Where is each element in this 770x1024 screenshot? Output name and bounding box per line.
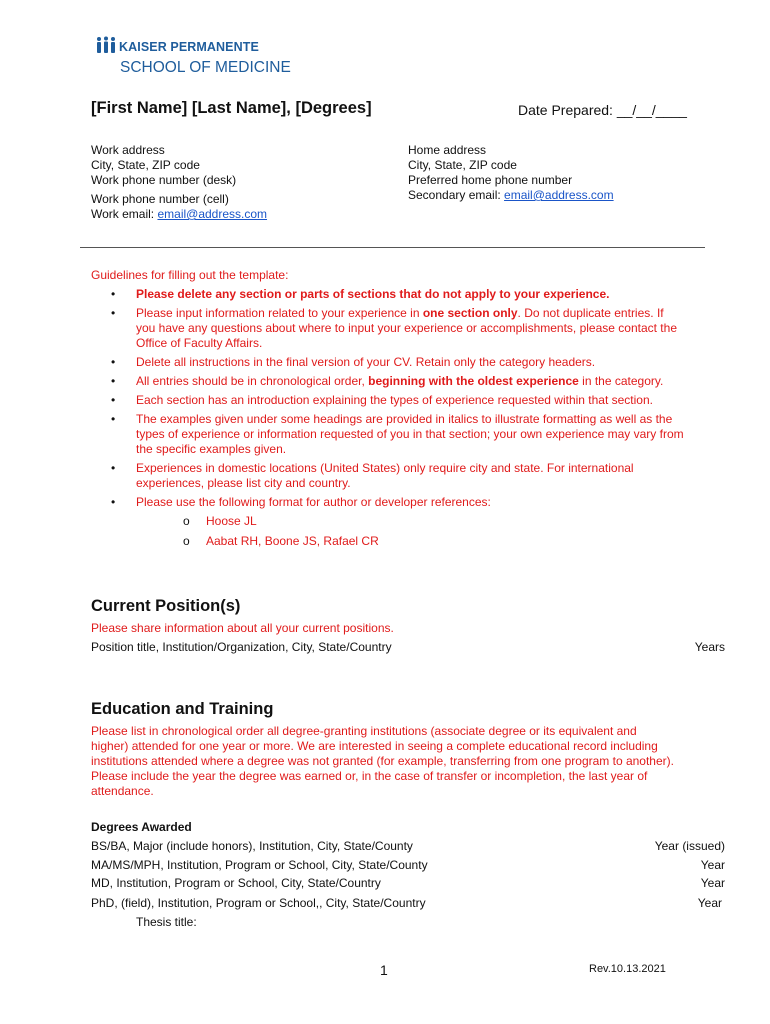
bullet-icon: •	[111, 412, 116, 426]
home-email-link[interactable]: email@address.com	[504, 188, 614, 202]
guideline-text: Each section has an introduction explaining the types of experience requested within that section.	[136, 393, 653, 407]
work-email-link[interactable]: email@address.com	[157, 207, 268, 221]
bullet-icon: •	[111, 393, 116, 407]
work-email-row	[91, 207, 267, 222]
sub-item-text: Hoose JL	[206, 514, 257, 528]
degrees-awarded-heading: Degrees Awarded	[91, 820, 192, 834]
guideline-bold-text: beginning with the oldest experience	[368, 374, 579, 388]
guideline-text: Delete all instructions in the final version of your CV. Retain only the category headers.	[136, 355, 596, 369]
degree-row-label: BS/BA, Major (include honors), Institution, City, State/County	[91, 839, 413, 853]
guideline-text: Please delete any section or parts of sections that do not apply to your experience.	[136, 287, 610, 301]
work-address: Work address	[91, 143, 165, 157]
header-divider	[80, 247, 705, 248]
home-email-row	[408, 188, 614, 203]
bullet-icon: •	[111, 495, 116, 509]
work-city-state-zip: City, State, ZIP code	[91, 158, 200, 172]
guideline-text: The examples given under some headings are provided in italics to illustrate formatting as well as the types of experience or information requested of you in that section; your own experience may vary from the specific examples given.	[136, 412, 684, 456]
guideline-item	[111, 412, 686, 457]
guideline-text: in the category.	[578, 374, 664, 388]
degree-row-year: Year	[700, 876, 725, 890]
guideline-text: Experiences in domestic locations (United States) only require city and state. For international experiences, please list city and country.	[136, 461, 634, 490]
degree-row-year: Year	[700, 858, 725, 872]
current-positions-heading: Current Position(s)	[91, 597, 241, 615]
kp-people-logo-icon	[95, 36, 117, 54]
home-address-block	[408, 143, 614, 203]
logo-text-line1: KAISER PERMANENTE	[119, 40, 259, 54]
bullet-icon: •	[111, 374, 116, 388]
degree-row-label: MD, Institution, Program or School, City, State/Country	[91, 876, 381, 890]
current-positions-instruction: Please share information about all your current positions.	[91, 621, 394, 635]
position-row-years: Years	[694, 640, 725, 654]
work-phone-desk: Work phone number (desk)	[91, 173, 237, 187]
work-email-label: Work email:	[91, 207, 158, 221]
bullet-icon: •	[111, 306, 116, 320]
home-phone: Preferred home phone number	[408, 173, 573, 187]
sub-bullet-icon: o	[183, 534, 190, 548]
home-address: Home address	[408, 143, 487, 157]
date-prepared: Date Prepared: __/__/____	[518, 102, 687, 118]
bullet-icon: •	[111, 461, 116, 475]
home-email-label: Secondary email:	[408, 188, 505, 202]
guidelines-list	[111, 287, 686, 553]
education-heading: Education and Training	[91, 700, 274, 718]
cv-name-title: [First Name] [Last Name], [Degrees]	[91, 99, 372, 117]
thesis-title-label: Thesis title:	[136, 915, 197, 929]
guideline-text: Please use the following format for author or developer references:	[136, 495, 491, 509]
degree-row-label: PhD, (field), Institution, Program or School,, City, State/Country	[91, 896, 426, 910]
guideline-item	[111, 461, 686, 491]
home-city-state-zip: City, State, ZIP code	[408, 158, 517, 172]
bullet-icon: •	[111, 287, 116, 301]
degree-row-label: MA/MS/MPH, Institution, Program or School, City, State/County	[91, 858, 428, 872]
guideline-item	[111, 374, 686, 389]
work-phone-cell: Work phone number (cell)	[91, 192, 229, 206]
degree-row-year: Year (issued)	[654, 839, 725, 853]
guideline-item	[111, 306, 686, 351]
degree-row-year: Year	[697, 896, 722, 910]
guideline-text: . Do not duplicate entries. If you have any questions about where to input your experience or accomplishments, please contact the Office of Faculty Affairs.	[136, 306, 677, 350]
guideline-item	[111, 355, 686, 370]
education-instruction: Please list in chronological order all degree-granting institutions (associate degree or its equivalent and higher) attended for one year or more. We are interested in seeing a complete educational record including institutions attended where a degree was not granted (for example, transferring from one program to another). Please include the year the degree was earned or, in the case of transfer or incompletion, the last year of attendance.	[91, 724, 674, 798]
guideline-text: All entries should be in chronological order,	[136, 374, 369, 388]
sub-bullet-icon: o	[183, 514, 190, 528]
guideline-sub-item	[136, 514, 686, 529]
page-number: 1	[380, 962, 388, 978]
guideline-item	[111, 287, 686, 302]
revision-label: Rev.10.13.2021	[589, 963, 666, 975]
guideline-item	[111, 495, 686, 549]
guidelines-title: Guidelines for filling out the template:	[91, 268, 289, 282]
guideline-bold-text: one section only	[422, 306, 518, 320]
work-address-block	[91, 143, 267, 222]
logo-text-line2: SCHOOL OF MEDICINE	[120, 59, 291, 76]
bullet-icon: •	[111, 355, 116, 369]
sub-item-text: Aabat RH, Boone JS, Rafael CR	[206, 534, 379, 548]
guideline-text: Please input information related to your experience in	[136, 306, 423, 320]
guideline-sub-item	[136, 534, 686, 549]
position-row-label: Position title, Institution/Organization, City, State/Country	[91, 640, 392, 654]
guideline-item	[111, 393, 686, 408]
